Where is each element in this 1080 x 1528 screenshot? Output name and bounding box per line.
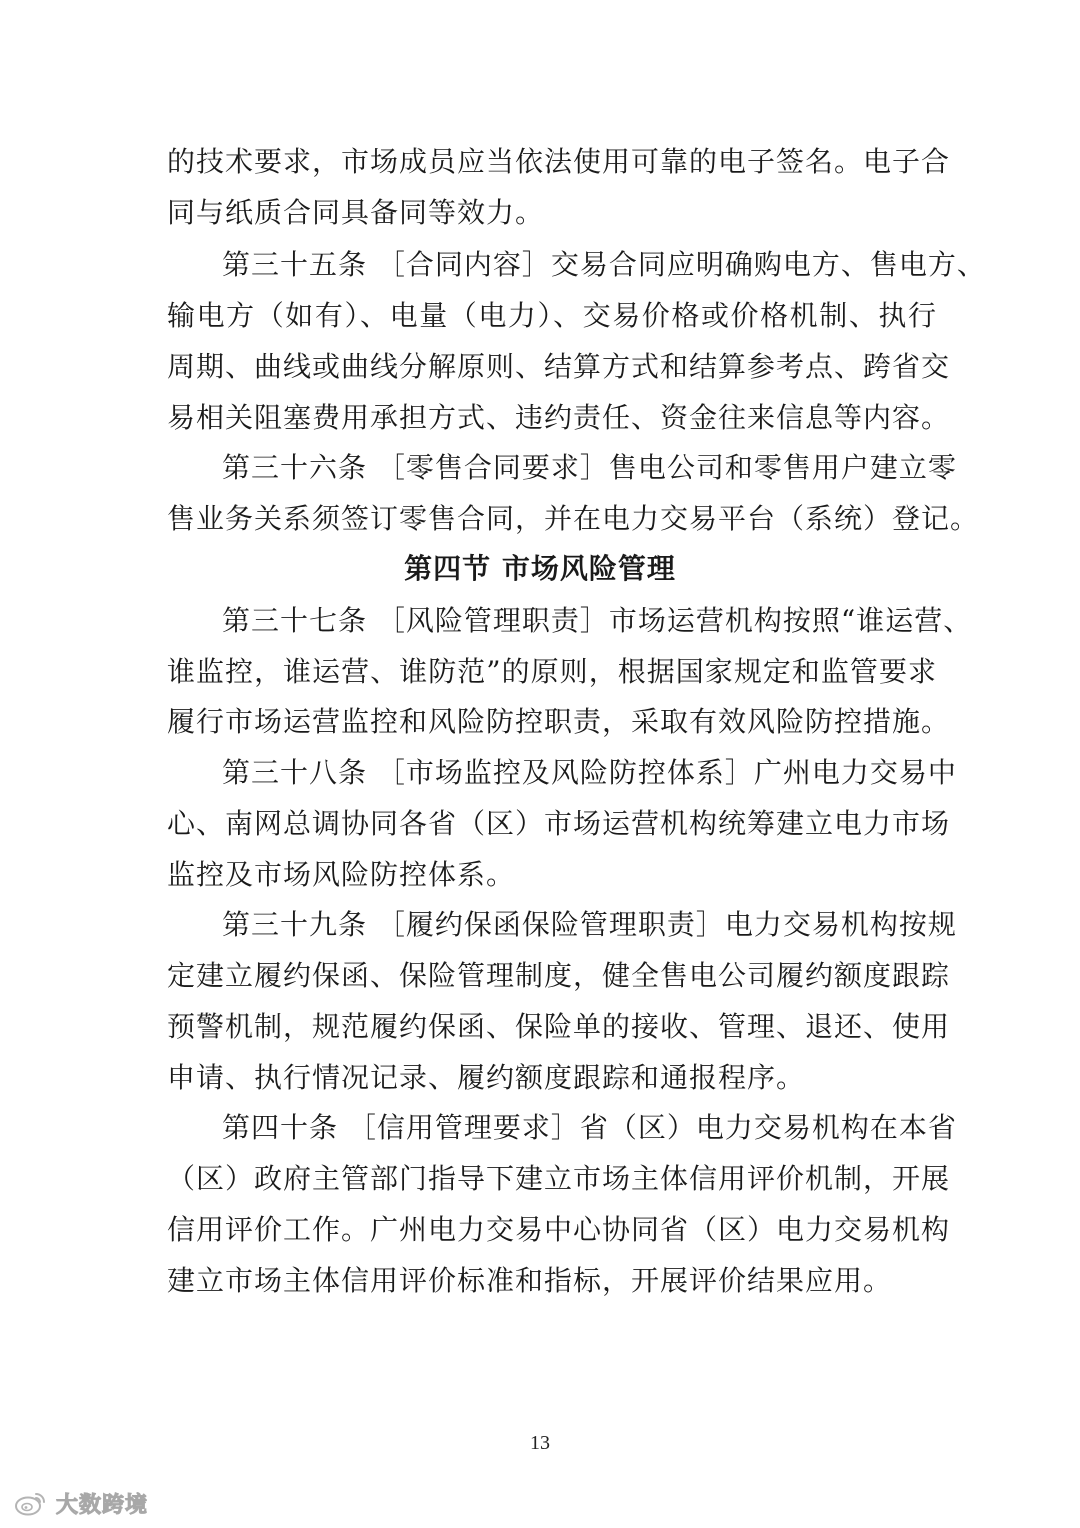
text-line: 心、南网总调协同各省（区）市场运营机构统筹建立电力市场 <box>167 807 951 840</box>
text-line: 申请、执行情况记录、履约额度跟踪和通报程序。 <box>167 1061 806 1094</box>
text-line: （区）政府主管部门指导下建立市场主体信用评价机制，开展 <box>167 1162 951 1195</box>
text-line: 信用评价工作。广州电力交易中心协同省（区）电力交易机构 <box>167 1213 951 1246</box>
watermark-text: 大数跨境 <box>56 1492 149 1518</box>
text-line: 同与纸质合同具备同等效力。 <box>167 196 545 229</box>
watermark <box>14 1485 148 1521</box>
text-line: 履行市场运营监控和风险防控职责，采取有效风险防控措施。 <box>167 705 951 738</box>
text-line: 输电方（如有）、电量（电力）、交易价格或价格机制、执行 <box>167 299 937 332</box>
text-line: 监控及市场风险防控体系。 <box>167 858 516 891</box>
text-line: 建立市场主体信用评价标准和指标，开展评价结果应用。 <box>167 1264 893 1297</box>
text-line: 周期、曲线或曲线分解原则、结算方式和结算参考点、跨省交 <box>167 350 951 383</box>
article-36-line: 第三十六条 ［零售合同要求］售电公司和零售用户建立零 <box>222 451 957 484</box>
article-39-line: 第三十九条 ［履约保函保险管理职责］电力交易机构按规 <box>222 908 957 941</box>
text-line: 预警机制，规范履约保函、保险单的接收、管理、退还、使用 <box>167 1010 951 1043</box>
page-number: 13 <box>530 1432 550 1454</box>
text-line: 定建立履约保函、保险管理制度，健全售电公司履约额度跟踪 <box>167 959 951 992</box>
article-37-line: 第三十七条 ［风险管理职责］市场运营机构按照“谁运营、 <box>222 604 973 637</box>
article-35-line: 第三十五条 ［合同内容］交易合同应明确购电方、售电方、 <box>222 248 986 281</box>
text-line: 易相关阻塞费用承担方式、违约责任、资金往来信息等内容。 <box>167 401 951 434</box>
text-line: 的技术要求，市场成员应当依法使用可靠的电子签名。电子合 <box>167 145 951 178</box>
text-line: 售业务关系须签订零售合同，并在电力交易平台（系统）登记。 <box>167 502 980 535</box>
text-line: 谁监控，谁运营、谁防范”的原则，根据国家规定和监管要求 <box>167 655 937 688</box>
article-38-line: 第三十八条 ［市场监控及风险防控体系］广州电力交易中 <box>222 756 957 789</box>
section-heading: 第四节 市场风险管理 <box>404 552 676 585</box>
article-40-line: 第四十条 ［信用管理要求］省（区）电力交易机构在本省 <box>222 1111 957 1144</box>
weibo-logo-icon <box>14 1489 48 1517</box>
